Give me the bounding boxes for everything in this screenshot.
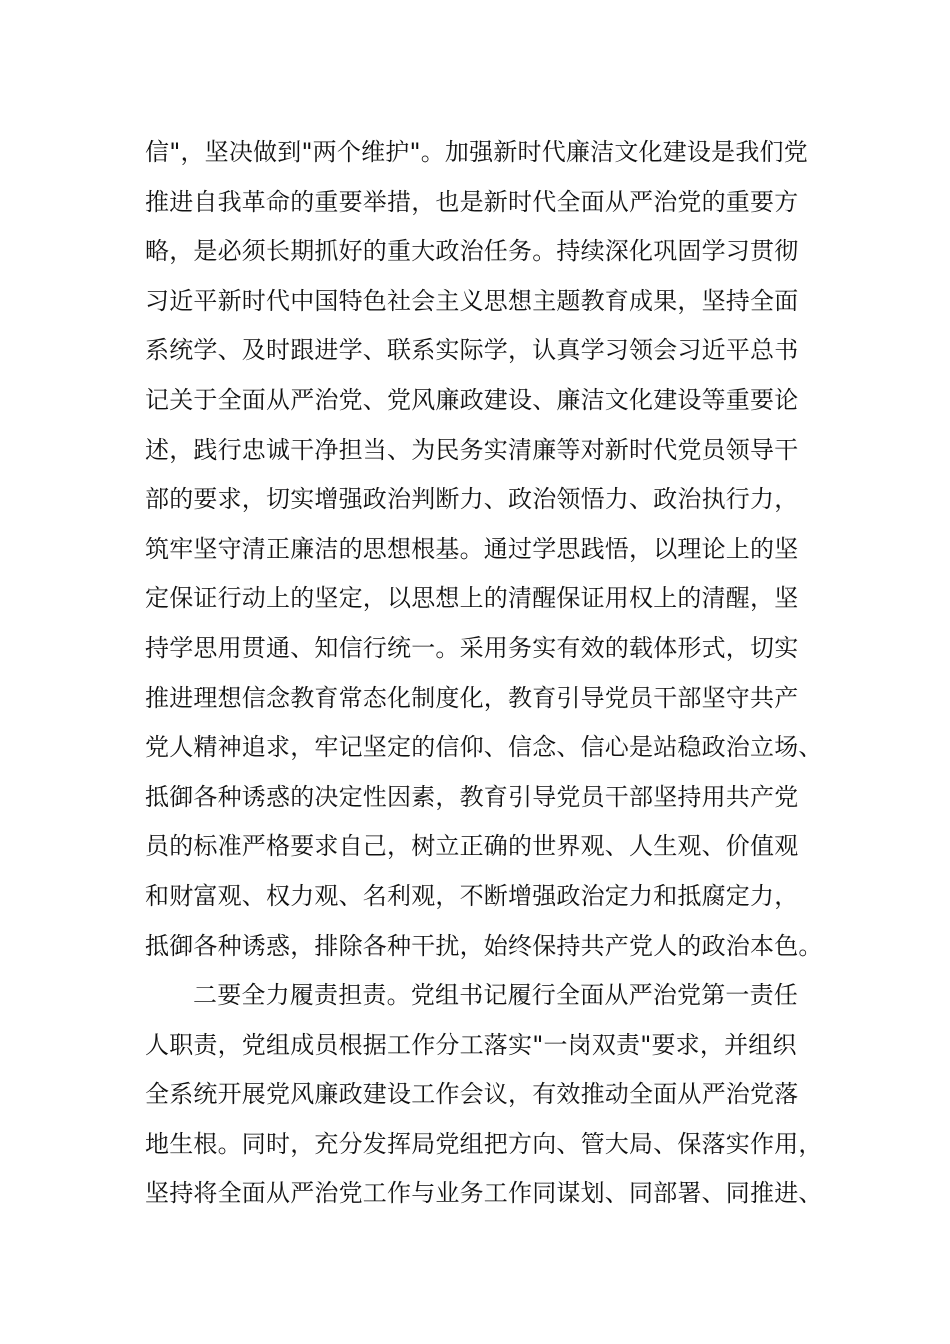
text-line: 习近平新时代中国特色社会主义思想主题教育成果，坚持全面 (145, 286, 799, 315)
text-line: 推进自我革命的重要举措，也是新时代全面从严治党的重要方 (145, 187, 799, 216)
text-line: 述，践行忠诚干净担当、为民务实清廉等对新时代党员领导干 (145, 435, 799, 464)
text-line: 抵御各种诱惑，排除各种干扰，始终保持共产党人的政治本色。 (145, 931, 823, 960)
text-line: 全系统开展党风廉政建设工作会议，有效推动全面从严治党落 (145, 1080, 799, 1109)
text-line: 人职责，党组成员根据工作分工落实"一岗双责"要求，并组织 (145, 1030, 797, 1059)
paragraph-start-line: 二要全力履责担责。党组书记履行全面从严治党第一责任 (193, 981, 798, 1010)
text-line: 部的要求，切实增强政治判断力、政治领悟力、政治执行力， (145, 485, 799, 514)
text-line: 系统学、及时跟进学、联系实际学，认真学习领会习近平总书 (145, 336, 799, 365)
text-line: 筑牢坚守清正廉洁的思想根基。通过学思践悟，以理论上的坚 (145, 534, 799, 563)
text-line: 员的标准严格要求自己，树立正确的世界观、人生观、价值观 (145, 832, 799, 861)
text-line: 地生根。同时，充分发挥局党组把方向、管大局、保落实作用， (145, 1129, 823, 1158)
text-line: 和财富观、权力观、名利观，不断增强政治定力和抵腐定力， (145, 881, 799, 910)
body-text (145, 128, 845, 1219)
text-line: 坚持将全面从严治党工作与业务工作同谋划、同部署、同推进、 (145, 1179, 823, 1208)
text-line: 推进理想信念教育常态化制度化，教育引导党员干部坚守共产 (145, 683, 799, 712)
text-line: 党人精神追求，牢记坚定的信仰、信念、信心是站稳政治立场、 (145, 733, 823, 762)
text-line: 持学思用贯通、知信行统一。采用务实有效的载体形式，切实 (145, 633, 799, 662)
text-line: 略，是必须长期抓好的重大政治任务。持续深化巩固学习贯彻 (145, 237, 799, 266)
text-line: 定保证行动上的坚定，以思想上的清醒保证用权上的清醒，坚 (145, 584, 799, 613)
text-line: 信"，坚决做到"两个维护"。加强新时代廉洁文化建设是我们党 (145, 138, 808, 166)
text-line: 记关于全面从严治党、党风廉政建设、廉洁文化建设等重要论 (145, 385, 799, 414)
text-line: 抵御各种诱惑的决定性因素，教育引导党员干部坚持用共产党 (145, 782, 799, 811)
